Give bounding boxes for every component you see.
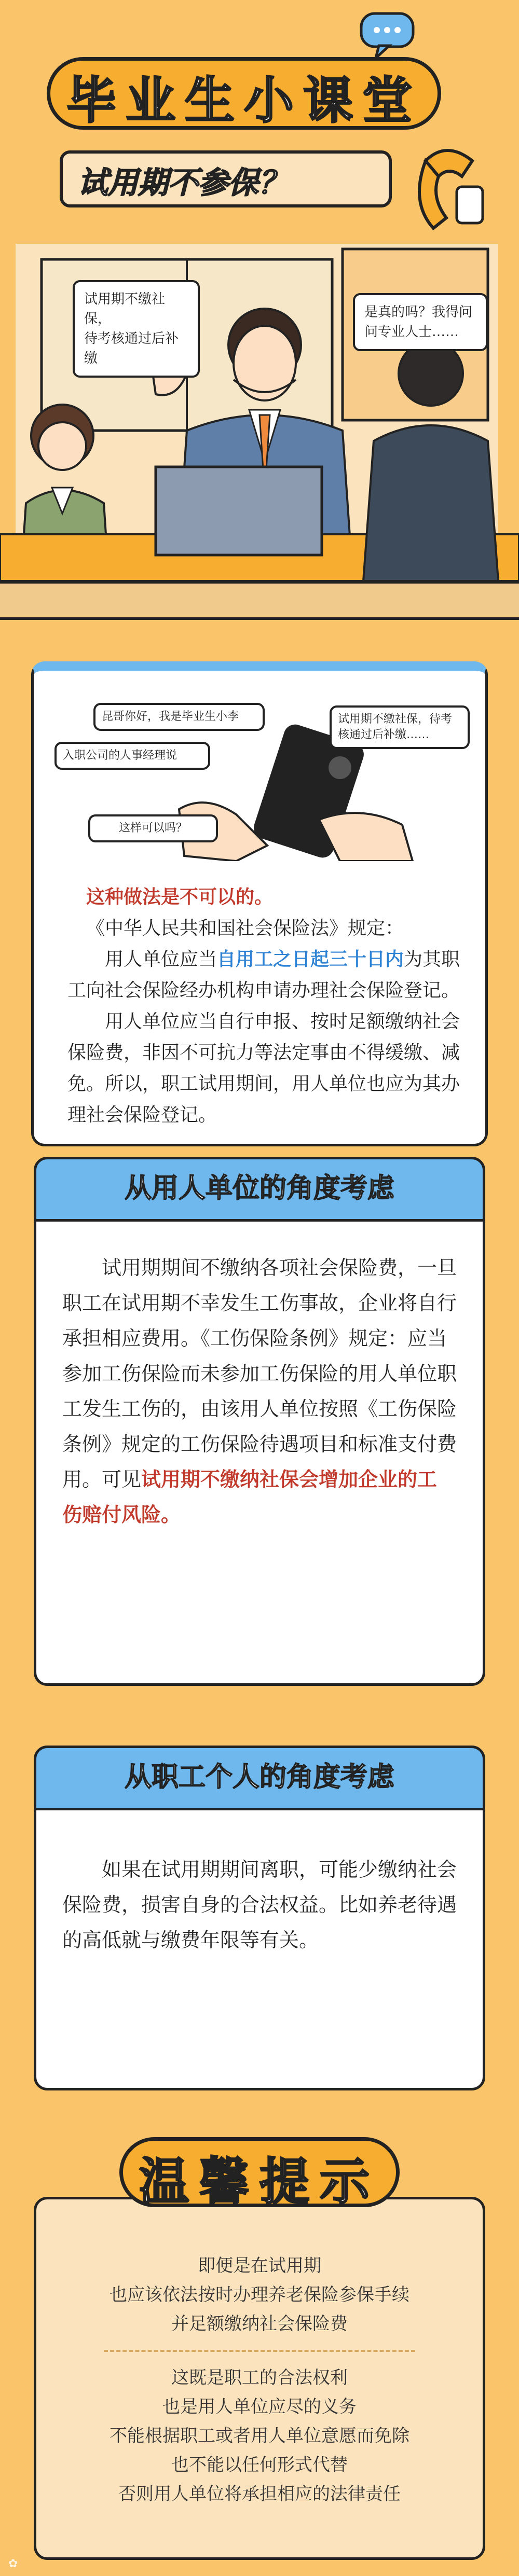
speech-bubble-right [353,293,488,351]
tip-line: 也不能以任何形式代替 [171,2455,348,2475]
tip-line: 否则用人单位将承担相应的法律责任 [118,2484,401,2504]
tip-line: 这既是职工的合法权利 [171,2367,348,2388]
employer-text [62,1250,457,1532]
bubble-text: 试用期不缴社保， [84,292,166,327]
bubble-text: 待考核通过后补缴 [84,331,179,366]
lead-statement: 这种做法是不可以的。 [86,887,274,908]
paragraph-1-highlight: 自用工之日起三十日内 [217,949,404,970]
tip-line: 即便是在试用期 [198,2255,321,2276]
telephone-icon [410,140,498,239]
employer-text-highlight: 试用期不缴纳社保会增加企业的工伤赔付风险。 [62,1468,438,1526]
bubble-text: 是真的吗？我得问 [364,304,473,320]
chat-bubble-3: 这样可以吗？ [88,814,218,842]
tips-content [34,2251,485,2509]
tip-line: 不能根据职工或者用人单位意愿而免除 [110,2426,409,2446]
speech-bubble-left [73,280,200,378]
law-intro: 《中华人民共和国社会保险法》规定： [86,918,404,939]
chat-bubble-4: 试用期不缴社保，待考核通过后补缴…… [330,705,470,749]
page-title: 毕业生小课堂 [66,72,421,130]
watermark-logo: ✿ [8,2557,18,2570]
tip-line: 并足额缴纳社会保险费 [171,2314,348,2334]
scene-floor [0,581,519,620]
divider [104,2350,415,2352]
paragraph-2: 用人单位应当自行申报、按时足额缴纳社会保险费，非因不可抗力等法定事由不得缓缴、减免。所以，职工试用期间，用人单位也应为其办理社会保险登记。 [67,1011,460,1126]
employee-text-body: 如果在试用期期间离职，可能少缴纳社会保险费，损害自身的合法权益。比如养老待遇的高低就与缴费年限等有关。 [62,1858,457,1951]
employer-text-body: 试用期期间不缴纳各项社会保险费，一旦职工在试用期不幸发生工伤事故，企业将自行承担相应费用。《工伤保险条例》规定：应当参加工伤保险而未参加工伤保险的用人单位职工发生工伤的，由该用人单位按照《工伤保险条例》规定的工伤保险待遇项目和标准支付费用。可见 [62,1256,457,1491]
speech-bubble-icon [358,10,420,62]
employee-text [62,1852,457,1958]
chat-bubble-1: 昆哥你好，我是毕业生小李 [93,703,265,731]
tip-line: 也应该依法按时办理养老保险参保手续 [110,2284,409,2305]
employee-heading: 从职工个人的角度考虑 [34,1746,485,1810]
employer-heading: 从用人单位的角度考虑 [34,1157,485,1222]
tips-title: 温馨提示 [139,2153,380,2211]
explanation-text [67,882,462,1131]
paragraph-1-text: 为其职工向社会保险经办机构申请办理社会保险登记。 [67,949,460,1001]
page-subtitle: 试用期不参保？ [78,165,289,200]
bubble-text: 问专业人士…… [364,324,459,340]
chat-bubble-2: 入职公司的人事经理说 [54,742,210,770]
tip-line: 也是用人单位应尽的义务 [162,2397,357,2417]
paragraph-1 [67,944,462,1006]
paragraph-1-text: 用人单位应当 [105,949,217,970]
